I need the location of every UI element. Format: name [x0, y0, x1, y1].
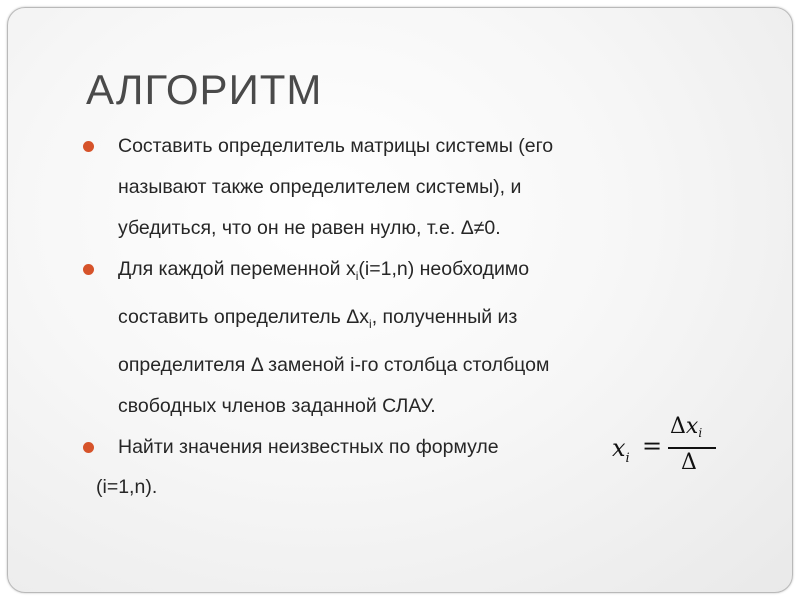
bullet-2-line-1: [118, 249, 720, 297]
formula-equals: =: [642, 432, 663, 460]
formula-fraction-bar: [668, 447, 716, 449]
cramer-formula: [608, 412, 718, 482]
bullet-item-1: [80, 126, 720, 249]
bullet-1-line-1: Составить определитель матрицы системы (его: [118, 135, 554, 157]
bullet-dot-icon: [83, 264, 94, 275]
bullet-3-line-1: Найти значения неизвестных по формуле: [118, 436, 499, 458]
bullet-item-2: [80, 249, 720, 427]
bullet-2-line-2-post: , полученный из: [371, 306, 518, 328]
bullet-2-line-2-pre: составить определитель Δx: [118, 306, 370, 328]
formula-num-delta: Δ: [670, 414, 686, 439]
bullet-2-line-1-sub: i: [355, 269, 359, 283]
bullet-dot-icon: [83, 141, 94, 152]
bullet-dot-icon: [83, 442, 94, 453]
formula-lhs-var: x: [612, 434, 626, 462]
index-range-text: (i=1,n).: [96, 476, 158, 498]
formula-num-var: x: [685, 414, 699, 439]
formula-num-sub: i: [698, 426, 703, 440]
bullet-2-line-1-pre: Для каждой переменной x: [118, 258, 356, 280]
bullet-2-line-2: [118, 297, 720, 345]
formula-lhs: [612, 434, 630, 466]
slide-title: АЛГОРИТМ: [86, 66, 323, 113]
bullet-2-line-4: свободных членов заданной СЛАУ.: [118, 395, 436, 417]
bullet-2-line-3: определителя Δ заменой i-го столбца столбцом: [118, 354, 550, 376]
formula-denominator: Δ: [681, 450, 697, 475]
formula-lhs-sub: i: [625, 451, 630, 466]
bullet-1-line-3: убедиться, что он не равен нулю, т.е. Δ≠0.: [118, 217, 501, 239]
bullet-1-line-2: называют также определителем системы), и: [118, 176, 522, 198]
bullet-2-line-1-post: (i=1,n) необходимо: [358, 258, 530, 280]
bullet-2-line-2-sub: i: [369, 317, 372, 331]
formula-numerator: [670, 414, 702, 439]
